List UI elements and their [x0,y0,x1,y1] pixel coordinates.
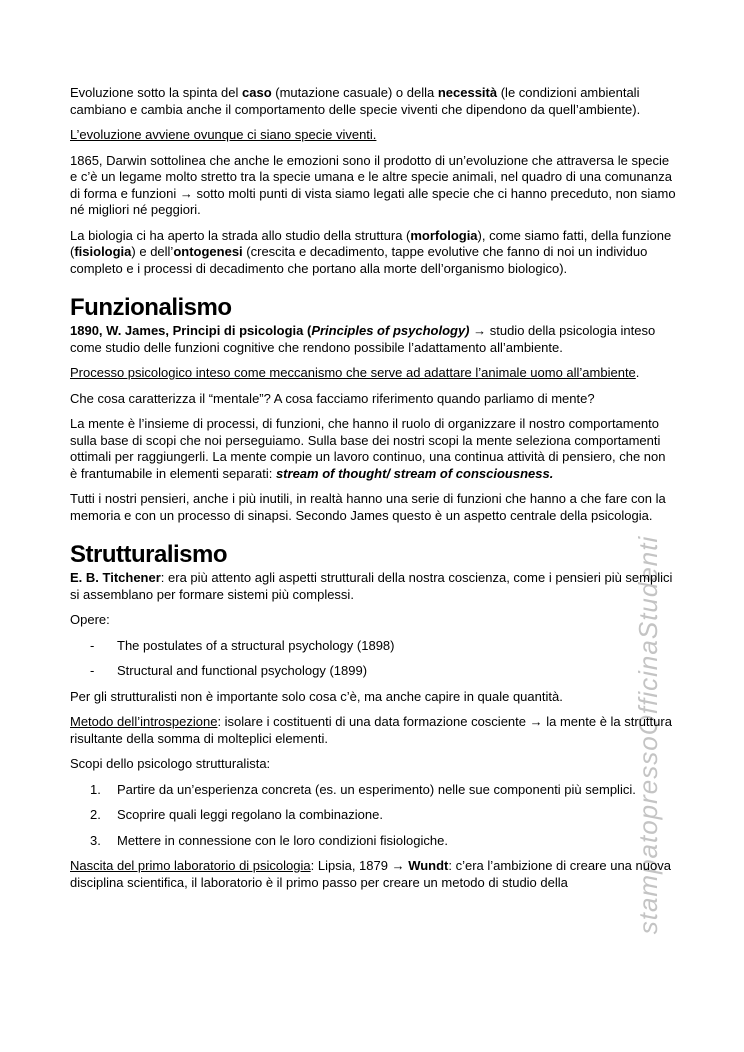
text-run: Per gli strutturalisti non è importante solo cosa c’è, ma anche capire in quale quantità. [70,688,563,704]
text-run: : Lipsia, 1879 → [310,858,409,873]
text-run-bold: fisiologia [74,244,132,259]
text-run: Che cosa caratterizza il “mentale”? A cosa facciamo riferimento quando parliamo di mente? [70,390,595,406]
number-marker: 3. [90,832,101,848]
para-che-cosa-mentale [70,391,676,408]
text-run-bold: Wundt [408,858,449,873]
text-run-bold-italic: stream of thought/ stream of consciousness. [275,465,554,481]
para-biologia [70,228,676,278]
para-la-mente [70,416,676,482]
para-processo-psicologico [70,365,676,382]
para-opere-label [70,612,676,629]
text-run: ), come siamo fatti, della funzione ( [70,227,672,259]
number-marker: 1. [90,781,101,797]
para-pensieri [70,491,676,524]
text-run-bold: necessità [437,85,498,100]
para-nascita-laboratorio [70,858,676,891]
text-run: La mente è l’insieme di processi, di funzioni, che hanno il ruolo di organizzare il nostro comportamento sulla base di scopi che noi perseguiamo. Sulla base dei nostri scopi la mente seleziona comportamenti ottimali per raggiungerli. La mente compie un lavoro continuo, una continua attività di pensiero, che non è frantumabile in elementi separati: [70,416,666,481]
list-item [70,807,676,824]
list-item-text: Structural and functional psychology (1899) [117,663,368,678]
heading-strutturalismo: Strutturalismo [70,541,228,568]
text-run: ) e dell’ [131,244,174,259]
list-item [70,833,676,850]
text-run: : era più attento agli aspetti strutturali della nostra coscienza, come i pensieri più semplici si assemblano per formare sistemi più complessi. [70,570,673,602]
list-item-text: Mettere in connessione con le loro condizioni fisiologiche. [117,832,448,848]
text-run-underline: Metodo dell’introspezione [70,714,218,729]
para-james-1890 [70,323,676,356]
text-run-bold-italic: Principles of psychology) [311,323,470,338]
bullet-marker: - [90,637,95,653]
text-run: (crescita e decadimento, tappe evolutive che fanno di noi un individuo completo e i processi di decadimento che portano alla morte dell’organismo biologico). [70,244,648,276]
list-item [70,663,676,680]
para-scopi-label [70,756,676,773]
list-item [70,638,676,655]
heading-funzionalismo: Funzionalismo [70,294,232,321]
list-item-text: Scoprire quali leggi regolano la combinazione. [117,807,383,822]
text-run-bold: caso [242,85,272,100]
document-content [70,85,676,900]
list-item-text: The postulates of a structural psychology (1898) [117,637,395,653]
text-run: La biologia ci ha aperto la strada allo studio della struttura ( [70,227,411,243]
text-run: : isolare i costituenti di una data formazione cosciente → la mente è la struttura risultante della somma di molteplici elementi. [70,714,672,746]
text-run: (le condizioni ambientali cambiano e cambia anche il comportamento delle specie viventi che dipendono da quell’ambiente). [70,85,641,117]
number-marker: 2. [90,807,101,822]
text-run-bold: morfologia [410,227,478,243]
text-run: (mutazione casuale) o della [271,85,438,100]
text-run: Tutti i nostri pensieri, anche i più inutili, in realtà hanno una serie di funzioni che hanno a che fare con la memoria e con un processo di sinapsi. Secondo James questo è un aspetto centrale della psicologia. [70,491,666,523]
text-run: Opere: [70,612,110,627]
para-strutturalisti [70,689,676,706]
text-run: Evoluzione sotto la spinta del [70,85,242,100]
text-run: 1865, Darwin sottolinea che anche le emozioni sono il prodotto di un’evoluzione che attraversa le specie e c’è un legame molto stretto tra la specie umana e le altre specie animali, nel quadro di una comunanza di forma e funzioni → sotto molti punti di vista siamo legati alle specie che ci hanno preceduto, non siamo né migliori né peggiori. [70,152,676,217]
text-run-bold: ontogenesi [173,244,243,259]
para-evoluzione-ovunque [70,127,676,144]
para-titchener [70,570,676,603]
text-run-bold: E. B. Titchener [70,570,161,585]
para-darwin-1865 [70,153,676,219]
text-run: Scopi dello psicologo strutturalista: [70,756,271,771]
text-run-underline: Processo psicologico inteso come meccanismo che serve ad adattare l’animale uomo all’ambiente [70,365,636,380]
scopi-numbered-list [70,782,676,850]
para-evoluzione [70,85,676,118]
list-item [70,782,676,799]
text-run-underline: L’evoluzione avviene ovunque ci siano specie viventi. [70,127,377,142]
text-run: → studio della psicologia inteso come studio delle funzioni cognitive che rendono possibile l’adattamento all’ambiente. [70,323,656,355]
text-run-bold: 1890, W. James, Principi di psicologia ( [70,323,312,338]
text-run: . [635,365,640,380]
watermark-text: stampatopressoOfficinaStudenti [632,535,663,935]
text-run-underline: Nascita del primo laboratorio di psicologia [70,858,311,873]
para-metodo-introspezione [70,714,676,747]
text-run: : c’era l’ambizione di creare una nuova disciplina scientifica, il laboratorio è il primo passo per creare un metodo di studio della [70,858,671,890]
list-item-text: Partire da un’esperienza concreta (es. un esperimento) nelle sue componenti più semplici. [117,781,636,797]
opere-bullet-list [70,638,676,680]
bullet-marker: - [90,663,95,678]
